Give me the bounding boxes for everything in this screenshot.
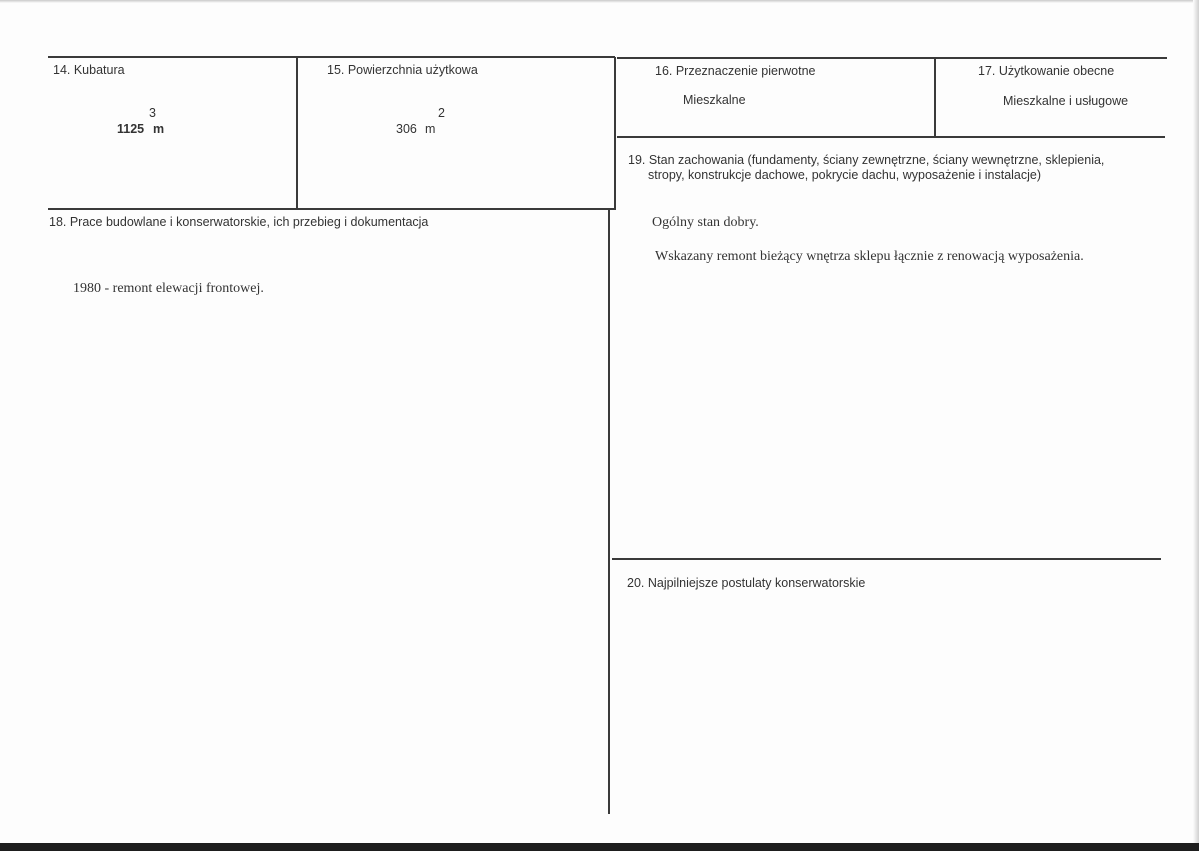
rule-under-16-17 <box>617 136 1165 138</box>
scan-edge-top <box>0 0 1199 3</box>
przeznaczenie-value: Mieszkalne <box>683 93 746 107</box>
top-rule-right <box>617 57 1167 59</box>
stan-text-line1: Ogólny stan dobry. <box>652 215 759 230</box>
postulaty-label: 20. Najpilniejsze postulaty konserwatorskie <box>627 576 866 590</box>
kubatura-exponent: 3 <box>149 106 156 120</box>
kubatura-unit: m <box>153 122 165 136</box>
divider-left-right-upper <box>614 57 616 210</box>
powierzchnia-value: 306 <box>396 122 417 136</box>
powierzchnia-unit: m <box>425 122 436 136</box>
divider-16-17 <box>934 58 936 138</box>
scan-edge-right <box>1193 0 1199 851</box>
divider-14-15 <box>296 57 298 210</box>
rule-above-20 <box>612 558 1161 560</box>
powierzchnia-exponent: 2 <box>438 106 445 120</box>
prace-label: 18. Prace budowlane i konserwatorskie, ich przebieg i dokumentacja <box>49 215 429 229</box>
przeznaczenie-label: 16. Przeznaczenie pierwotne <box>655 64 816 78</box>
rule-under-14-15 <box>48 208 615 210</box>
stan-label-line2: stropy, konstrukcje dachowe, pokrycie dachu, wyposażenie i instalacje) <box>648 168 1042 182</box>
stan-label-line1: 19. Stan zachowania (fundamenty, ściany zewnętrzne, ściany wewnętrzne, sklepienia, <box>628 153 1105 167</box>
stan-text-line2: Wskazany remont bieżący wnętrza sklepu łącznie z renowacją wyposażenia. <box>655 249 1084 264</box>
scan-edge-bottom <box>0 843 1199 851</box>
top-rule-left <box>48 56 615 58</box>
divider-left-right-lower <box>608 210 610 814</box>
powierzchnia-label: 15. Powierzchnia użytkowa <box>327 63 478 77</box>
prace-entry: 1980 - remont elewacji frontowej. <box>73 281 264 296</box>
kubatura-label: 14. Kubatura <box>53 63 125 77</box>
uzytkowanie-value: Mieszkalne i usługowe <box>1003 94 1129 108</box>
uzytkowanie-label: 17. Użytkowanie obecne <box>978 64 1115 78</box>
kubatura-value: 1125 <box>117 122 145 136</box>
